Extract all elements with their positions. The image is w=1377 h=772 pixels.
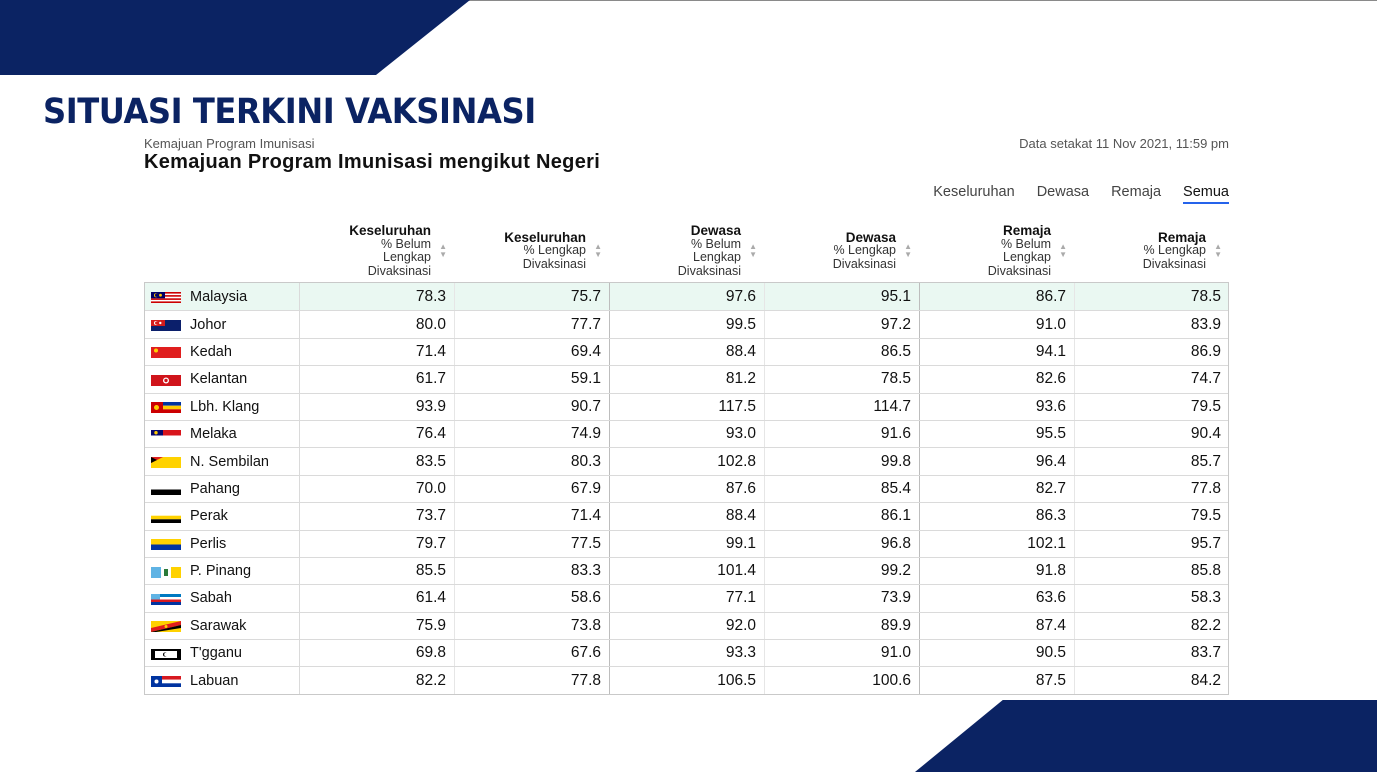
value-cell: 93.6	[919, 394, 1074, 420]
table-row	[145, 557, 1228, 584]
value-cell: 77.8	[1074, 476, 1229, 502]
table-row	[145, 530, 1228, 557]
value-cell: 83.9	[1074, 311, 1229, 337]
table-body	[144, 282, 1229, 695]
tab-dewasa[interactable]: Dewasa	[1036, 184, 1090, 200]
value-cell: 91.0	[919, 311, 1074, 337]
table-row	[145, 338, 1228, 365]
sort-icon[interactable]: ▲ ▼	[594, 242, 602, 259]
state-name: Kelantan	[190, 371, 248, 388]
value-cell: 87.5	[919, 667, 1074, 693]
value-cell: 93.3	[609, 640, 764, 666]
tab-semua[interactable]: Semua	[1183, 184, 1229, 204]
state-name: Perak	[190, 508, 228, 525]
perlis-flag-icon	[151, 538, 181, 549]
value-cell: 81.2	[609, 366, 764, 392]
value-cell: 114.7	[764, 394, 919, 420]
column-group-label: Dewasa	[845, 229, 896, 245]
state-name: Johor	[190, 316, 227, 333]
table-row	[145, 420, 1228, 447]
value-cell: 69.4	[454, 339, 609, 365]
column-group-label: Dewasa	[690, 223, 741, 238]
state-cell	[145, 394, 299, 420]
value-cell: 106.5	[609, 667, 764, 693]
column-sub-label: Divaksinasi	[1142, 256, 1206, 271]
value-cell: 117.5	[609, 394, 764, 420]
value-cell: 88.4	[609, 339, 764, 365]
state-name: T'gganu	[190, 645, 242, 662]
value-cell: 90.4	[1074, 421, 1229, 447]
column-header[interactable]	[763, 220, 918, 282]
sort-icon[interactable]: ▲ ▼	[439, 242, 447, 259]
kedah-flag-icon	[151, 346, 181, 357]
state-cell	[145, 558, 299, 584]
value-cell: 83.3	[454, 558, 609, 584]
state-cell	[145, 476, 299, 502]
value-cell: 83.7	[1074, 640, 1229, 666]
value-cell: 79.5	[1074, 503, 1229, 529]
value-cell: 80.0	[299, 311, 454, 337]
state-name: Sabah	[190, 590, 232, 607]
value-cell: 97.6	[609, 283, 764, 310]
value-cell: 73.7	[299, 503, 454, 529]
value-cell: 90.7	[454, 394, 609, 420]
value-cell: 88.4	[609, 503, 764, 529]
bottom-right-banner	[915, 700, 1377, 772]
value-cell: 78.5	[764, 366, 919, 392]
value-cell: 90.5	[919, 640, 1074, 666]
pahang-flag-icon	[151, 483, 181, 494]
column-sub-label: % Lengkap	[1143, 243, 1206, 258]
value-cell: 100.6	[764, 667, 919, 693]
state-cell	[145, 503, 299, 529]
state-name: Sarawak	[190, 617, 247, 634]
johor-flag-icon	[151, 319, 181, 330]
value-cell: 80.3	[454, 448, 609, 474]
value-cell: 85.5	[299, 558, 454, 584]
column-header[interactable]	[453, 220, 608, 282]
state-name: Perlis	[190, 535, 227, 552]
value-cell: 87.6	[609, 476, 764, 502]
state-cell	[145, 421, 299, 447]
table-row	[145, 365, 1228, 392]
sort-icon[interactable]: ▲ ▼	[1214, 242, 1222, 259]
sort-icon[interactable]: ▲ ▼	[904, 242, 912, 259]
klang-flag-icon	[151, 401, 181, 412]
state-cell	[145, 613, 299, 639]
value-cell: 79.5	[1074, 394, 1229, 420]
value-cell: 99.8	[764, 448, 919, 474]
value-cell: 82.6	[919, 366, 1074, 392]
value-cell: 85.4	[764, 476, 919, 502]
column-header[interactable]	[608, 220, 763, 282]
value-cell: 61.4	[299, 585, 454, 611]
value-cell: 85.7	[1074, 448, 1229, 474]
column-sub-label: % Belum	[690, 236, 741, 251]
table-row	[145, 447, 1228, 474]
value-cell: 96.4	[919, 448, 1074, 474]
value-cell: 102.8	[609, 448, 764, 474]
value-cell: 91.8	[919, 558, 1074, 584]
value-cell: 93.9	[299, 394, 454, 420]
table-row	[145, 310, 1228, 337]
value-cell: 67.9	[454, 476, 609, 502]
value-cell: 67.6	[454, 640, 609, 666]
value-cell: 86.7	[919, 283, 1074, 310]
value-cell: 82.7	[919, 476, 1074, 502]
value-cell: 76.4	[299, 421, 454, 447]
value-cell: 87.4	[919, 613, 1074, 639]
value-cell: 97.2	[764, 311, 919, 337]
state-name: Labuan	[190, 672, 239, 689]
column-sub-label: % Belum	[380, 236, 431, 251]
value-cell: 58.6	[454, 585, 609, 611]
column-header[interactable]	[1073, 220, 1228, 282]
column-sub-label: Lengkap	[693, 250, 741, 264]
value-cell: 77.1	[609, 585, 764, 611]
value-cell: 77.7	[454, 311, 609, 337]
value-cell: 77.5	[454, 531, 609, 557]
value-cell: 95.7	[1074, 531, 1229, 557]
pinang-flag-icon	[151, 566, 181, 577]
value-cell: 94.1	[919, 339, 1074, 365]
state-name: Melaka	[190, 426, 237, 443]
value-cell: 96.8	[764, 531, 919, 557]
state-cell	[145, 366, 299, 392]
column-header[interactable]	[298, 220, 453, 282]
state-cell	[145, 531, 299, 557]
value-cell: 78.5	[1074, 283, 1229, 310]
value-cell: 58.3	[1074, 585, 1229, 611]
breadcrumb: Kemajuan Program Imunisasi	[144, 136, 315, 151]
value-cell: 63.6	[919, 585, 1074, 611]
value-cell: 74.7	[1074, 366, 1229, 392]
value-cell: 84.2	[1074, 667, 1229, 693]
table-row	[145, 612, 1228, 639]
value-cell: 71.4	[299, 339, 454, 365]
slide-title: SITUASI TERKINI VAKSINASI	[43, 92, 536, 132]
header-state-spacer	[144, 220, 298, 282]
table-row	[145, 502, 1228, 529]
nsembilan-flag-icon	[151, 456, 181, 467]
value-cell: 99.1	[609, 531, 764, 557]
data-timestamp: Data setakat 11 Nov 2021, 11:59 pm	[1019, 136, 1229, 151]
sabah-flag-icon	[151, 593, 181, 604]
column-sub-label: % Lengkap	[833, 243, 896, 258]
state-cell	[145, 311, 299, 337]
column-group-label: Keseluruhan	[349, 223, 431, 238]
sort-icon[interactable]: ▲ ▼	[1059, 242, 1067, 259]
value-cell: 79.7	[299, 531, 454, 557]
value-cell: 74.9	[454, 421, 609, 447]
table-row	[145, 393, 1228, 420]
value-cell: 86.3	[919, 503, 1074, 529]
column-sub-label: Divaksinasi	[367, 263, 431, 278]
value-cell: 73.8	[454, 613, 609, 639]
value-cell: 85.8	[1074, 558, 1229, 584]
state-name: Pahang	[190, 480, 240, 497]
column-sub-label: % Lengkap	[523, 243, 586, 258]
table-row	[145, 666, 1228, 693]
column-header[interactable]	[918, 220, 1073, 282]
state-name: Lbh. Klang	[190, 398, 260, 415]
value-cell: 89.9	[764, 613, 919, 639]
top-left-banner	[0, 0, 470, 75]
value-cell: 95.1	[764, 283, 919, 310]
value-cell: 82.2	[299, 667, 454, 693]
value-cell: 61.7	[299, 366, 454, 392]
column-sub-label: Divaksinasi	[987, 263, 1051, 278]
value-cell: 73.9	[764, 585, 919, 611]
state-cell	[145, 667, 299, 693]
kelantan-flag-icon	[151, 374, 181, 385]
tab-remaja[interactable]: Remaja	[1111, 184, 1162, 200]
table-header	[144, 220, 1229, 282]
column-group-label: Remaja	[1157, 229, 1206, 245]
value-cell: 59.1	[454, 366, 609, 392]
column-sub-label: Divaksinasi	[677, 263, 741, 278]
table-row	[145, 584, 1228, 611]
melaka-flag-icon	[151, 429, 181, 440]
malaysia-flag-icon	[151, 291, 181, 302]
table-row	[145, 475, 1228, 502]
value-cell: 93.0	[609, 421, 764, 447]
value-cell: 83.5	[299, 448, 454, 474]
column-sub-label: % Belum	[1000, 236, 1051, 251]
value-cell: 91.0	[764, 640, 919, 666]
value-cell: 75.7	[454, 283, 609, 310]
value-cell: 70.0	[299, 476, 454, 502]
value-cell: 75.9	[299, 613, 454, 639]
state-cell	[145, 448, 299, 474]
table-row	[145, 283, 1228, 310]
column-sub-label: Lengkap	[1003, 250, 1051, 264]
sort-icon[interactable]: ▲ ▼	[749, 242, 757, 259]
tab-keseluruhan[interactable]: Keseluruhan	[933, 184, 1015, 200]
value-cell: 86.5	[764, 339, 919, 365]
state-name: Malaysia	[190, 288, 248, 305]
state-cell	[145, 585, 299, 611]
value-cell: 92.0	[609, 613, 764, 639]
state-name: Kedah	[190, 343, 232, 360]
sarawak-flag-icon	[151, 620, 181, 631]
column-sub-label: Divaksinasi	[522, 256, 586, 271]
state-cell	[145, 640, 299, 666]
state-cell	[145, 283, 299, 310]
labuan-flag-icon	[151, 675, 181, 686]
table-row	[145, 639, 1228, 666]
perak-flag-icon	[151, 511, 181, 522]
state-name: N. Sembilan	[190, 453, 269, 470]
value-cell: 71.4	[454, 503, 609, 529]
state-name: P. Pinang	[190, 563, 252, 580]
column-sub-label: Divaksinasi	[832, 256, 896, 271]
terengganu-flag-icon	[151, 648, 181, 659]
value-cell: 95.5	[919, 421, 1074, 447]
value-cell: 78.3	[299, 283, 454, 310]
value-cell: 86.1	[764, 503, 919, 529]
value-cell: 99.2	[764, 558, 919, 584]
value-cell: 102.1	[919, 531, 1074, 557]
column-group-label: Remaja	[1002, 223, 1051, 238]
column-group-label: Keseluruhan	[504, 229, 586, 245]
value-cell: 99.5	[609, 311, 764, 337]
value-cell: 91.6	[764, 421, 919, 447]
page-title: Kemajuan Program Imunisasi mengikut Negeri	[144, 151, 601, 173]
state-cell	[145, 339, 299, 365]
column-sub-label: Lengkap	[383, 250, 431, 264]
value-cell: 77.8	[454, 667, 609, 693]
vaccination-table	[144, 220, 1229, 695]
value-cell: 86.9	[1074, 339, 1229, 365]
value-cell: 82.2	[1074, 613, 1229, 639]
filter-tabs	[933, 184, 1229, 204]
value-cell: 101.4	[609, 558, 764, 584]
value-cell: 69.8	[299, 640, 454, 666]
